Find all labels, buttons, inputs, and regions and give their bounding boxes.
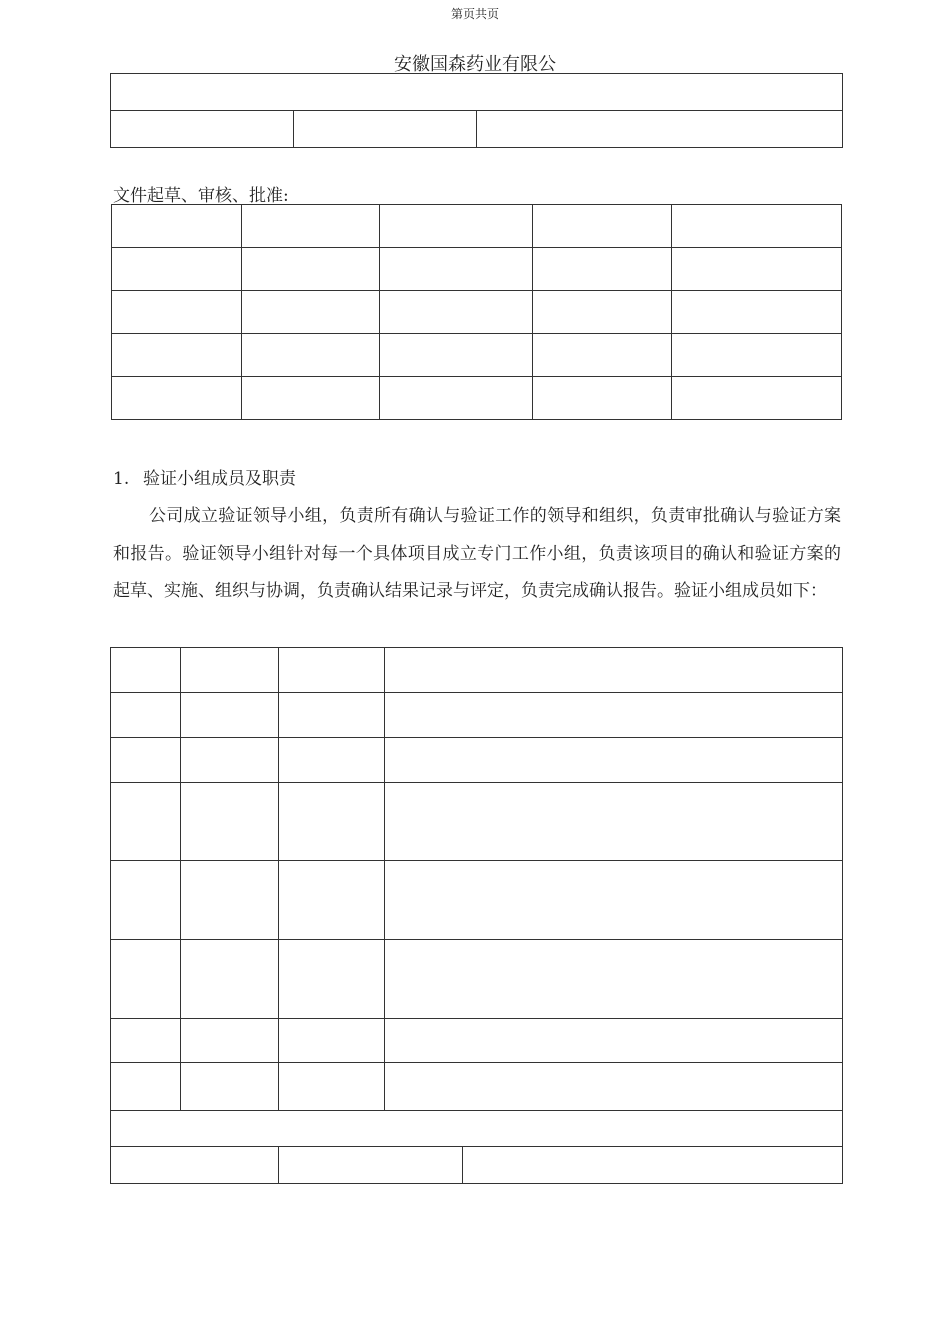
- table-cell: [477, 111, 843, 148]
- table-cell: [181, 1019, 279, 1063]
- table-cell: [242, 205, 380, 248]
- page-header: 第页共页: [450, 7, 499, 21]
- validation-team-table: [110, 647, 843, 1184]
- table-row: [111, 738, 843, 783]
- table-row: [112, 205, 842, 248]
- table-cell: [385, 1063, 843, 1111]
- section-title: 验证小组成员及职责: [143, 469, 296, 489]
- table-cell: [380, 248, 533, 291]
- table-cell: [672, 248, 842, 291]
- table-cell: [385, 738, 843, 783]
- table-cell: [111, 1147, 279, 1184]
- table-cell: [294, 111, 477, 148]
- table-cell: [181, 861, 279, 940]
- table-cell: [112, 248, 242, 291]
- table-cell: [279, 1147, 463, 1183]
- table-cell: [385, 861, 843, 940]
- table-cell: [533, 248, 672, 291]
- table-row: [112, 377, 842, 420]
- table-cell: [181, 648, 279, 693]
- table-cell: [533, 377, 672, 420]
- table-cell: [385, 940, 843, 1019]
- table-row: [112, 334, 842, 377]
- table-cell: [111, 74, 843, 111]
- company-name: 安徽国森药业有限公: [394, 54, 556, 75]
- table-cell: [533, 334, 672, 377]
- table-cell: [672, 377, 842, 420]
- table-cell: [111, 1063, 181, 1111]
- table-cell: [111, 783, 181, 861]
- table-cell: [279, 1063, 385, 1111]
- table-row: [111, 1111, 843, 1147]
- table-cell: [385, 783, 843, 861]
- table-cell: [672, 291, 842, 334]
- table-cell: [279, 738, 385, 783]
- table-cell: [111, 738, 181, 783]
- table-cell: [385, 1019, 843, 1063]
- table-cell: [380, 291, 533, 334]
- table-cell: [672, 205, 842, 248]
- table-row: [111, 1019, 843, 1063]
- section-paragraph: 公司成立验证领导小组，负责所有确认与验证工作的领导和组织，负责审批确认与验证方案和报告。验证领导小组针对每一个具体项目成立专门工作小组，负责该项目的确认和验证方案的起草、实施、组织与协调，负责确认结果记录与评定，负责完成确认报告。验证小组成员如下：: [113, 506, 841, 601]
- table-cell: [111, 693, 181, 738]
- table-cell: [111, 1019, 181, 1063]
- table-cell: [279, 648, 385, 693]
- table-row: [111, 783, 843, 861]
- table-cell: [181, 1063, 279, 1111]
- table-cell: [672, 334, 842, 377]
- document-sign-label: 文件起草、审核、批准:: [113, 186, 289, 206]
- table-cell: [181, 783, 279, 861]
- table-cell: [111, 861, 181, 940]
- table-cell: [112, 334, 242, 377]
- table-row: [111, 693, 843, 738]
- table-row: [111, 111, 843, 148]
- table-cell: [279, 861, 385, 940]
- table-row: [111, 1063, 843, 1111]
- table-cell: [181, 693, 279, 738]
- section-heading: [113, 464, 296, 489]
- table-cell: [111, 940, 181, 1019]
- table-cell: [385, 693, 843, 738]
- split-cell: [279, 1147, 842, 1183]
- table-cell: [380, 377, 533, 420]
- document-sign-table: [111, 204, 842, 420]
- table-cell: [242, 291, 380, 334]
- table-cell: [242, 377, 380, 420]
- table-cell: [112, 291, 242, 334]
- table-cell: [112, 205, 242, 248]
- table-cell: [111, 111, 294, 148]
- table-cell: [533, 205, 672, 248]
- table-row: [112, 248, 842, 291]
- table-cell: [181, 940, 279, 1019]
- table-cell: [279, 1147, 843, 1184]
- table-cell: [533, 291, 672, 334]
- table-cell: [111, 1111, 843, 1147]
- table-cell: [112, 377, 242, 420]
- table-cell: [279, 693, 385, 738]
- table-cell: [279, 1019, 385, 1063]
- section-number: 1.: [113, 469, 130, 489]
- table-cell: [181, 738, 279, 783]
- table-row: [111, 861, 843, 940]
- header-info-table: [110, 73, 843, 148]
- table-row: [112, 291, 842, 334]
- table-cell: [279, 783, 385, 861]
- table-row: [111, 648, 843, 693]
- table-cell: [463, 1147, 842, 1183]
- table-cell: [242, 248, 380, 291]
- table-cell: [242, 334, 380, 377]
- table-row: [111, 74, 843, 111]
- table-row: [111, 1147, 843, 1184]
- table-cell: [380, 334, 533, 377]
- table-cell: [385, 648, 843, 693]
- table-row: [111, 940, 843, 1019]
- table-cell: [111, 648, 181, 693]
- table-cell: [279, 940, 385, 1019]
- table-cell: [380, 205, 533, 248]
